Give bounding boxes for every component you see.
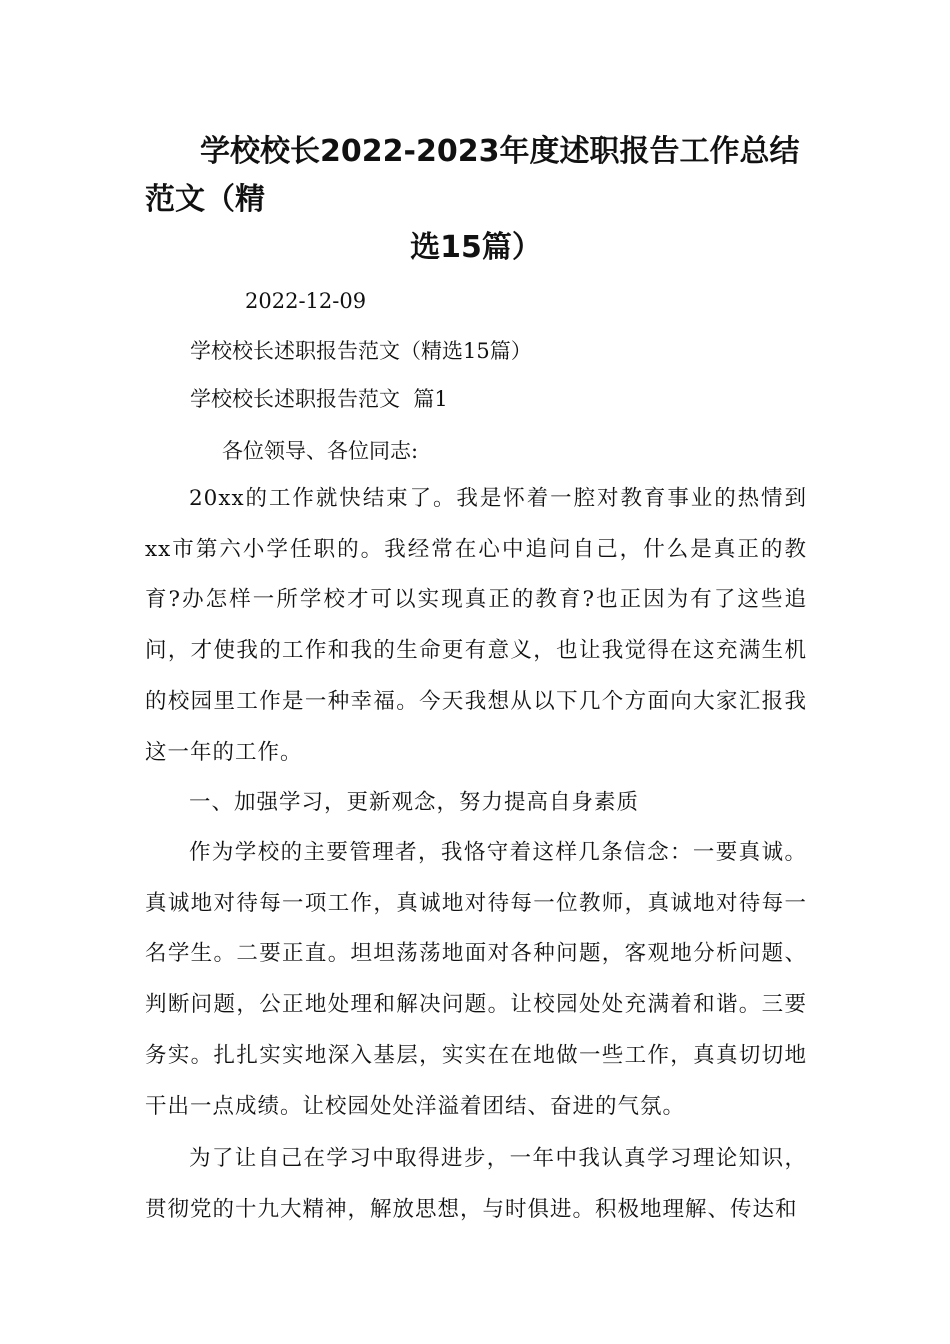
title-line-1: 学校校长2022-2023年度述职报告工作总结范文（精 bbox=[145, 134, 800, 217]
title-line-2: 选15篇） bbox=[410, 230, 542, 265]
document-subtitle: 学校校长述职报告范文（精选15篇） bbox=[190, 339, 532, 363]
document-date: 2022-12-09 bbox=[245, 289, 367, 313]
salutation: 各位领导、各位同志: bbox=[222, 439, 419, 463]
paragraph-3: 为了让自己在学习中取得进步，一年中我认真学习理论知识，贯彻党的十九大精神，解放思想，与时俱进。积极地理解、传达和 bbox=[145, 1146, 807, 1222]
document-title bbox=[145, 128, 807, 272]
paragraph-1: 20xx的工作就快结束了。我是怀着一腔对教育事业的热情到xx市第六小学任职的。我经常在心中追问自己，什么是真正的教育?办怎样一所学校才可以实现真正的教育?也正因为有了这些追问，才使我的工作和我的生命更有意义，也让我觉得在这充满生机的校园里工作是一种幸福。今天我想从以下几个方面向大家汇报我这一年的工作。 bbox=[145, 486, 807, 765]
paragraph-2: 作为学校的主要管理者，我恪守着这样几条信念：一要真诚。真诚地对待每一项工作，真诚地对待每一位教师，真诚地对待每一名学生。二要正直。坦坦荡荡地面对各种问题，客观地分析问题、判断问题，公正地处理和解决问题。让校园处处充满着和谐。三要务实。扎扎实实地深入基层，实实在在地做一些工作，真真切切地干出一点成绩。让校园处处洋溢着团结、奋进的气氛。 bbox=[145, 840, 807, 1119]
section-title-1: 一、加强学习，更新观念，努力提高自身素质 bbox=[189, 790, 640, 815]
section-heading: 学校校长述职报告范文 篇1 bbox=[190, 387, 448, 411]
